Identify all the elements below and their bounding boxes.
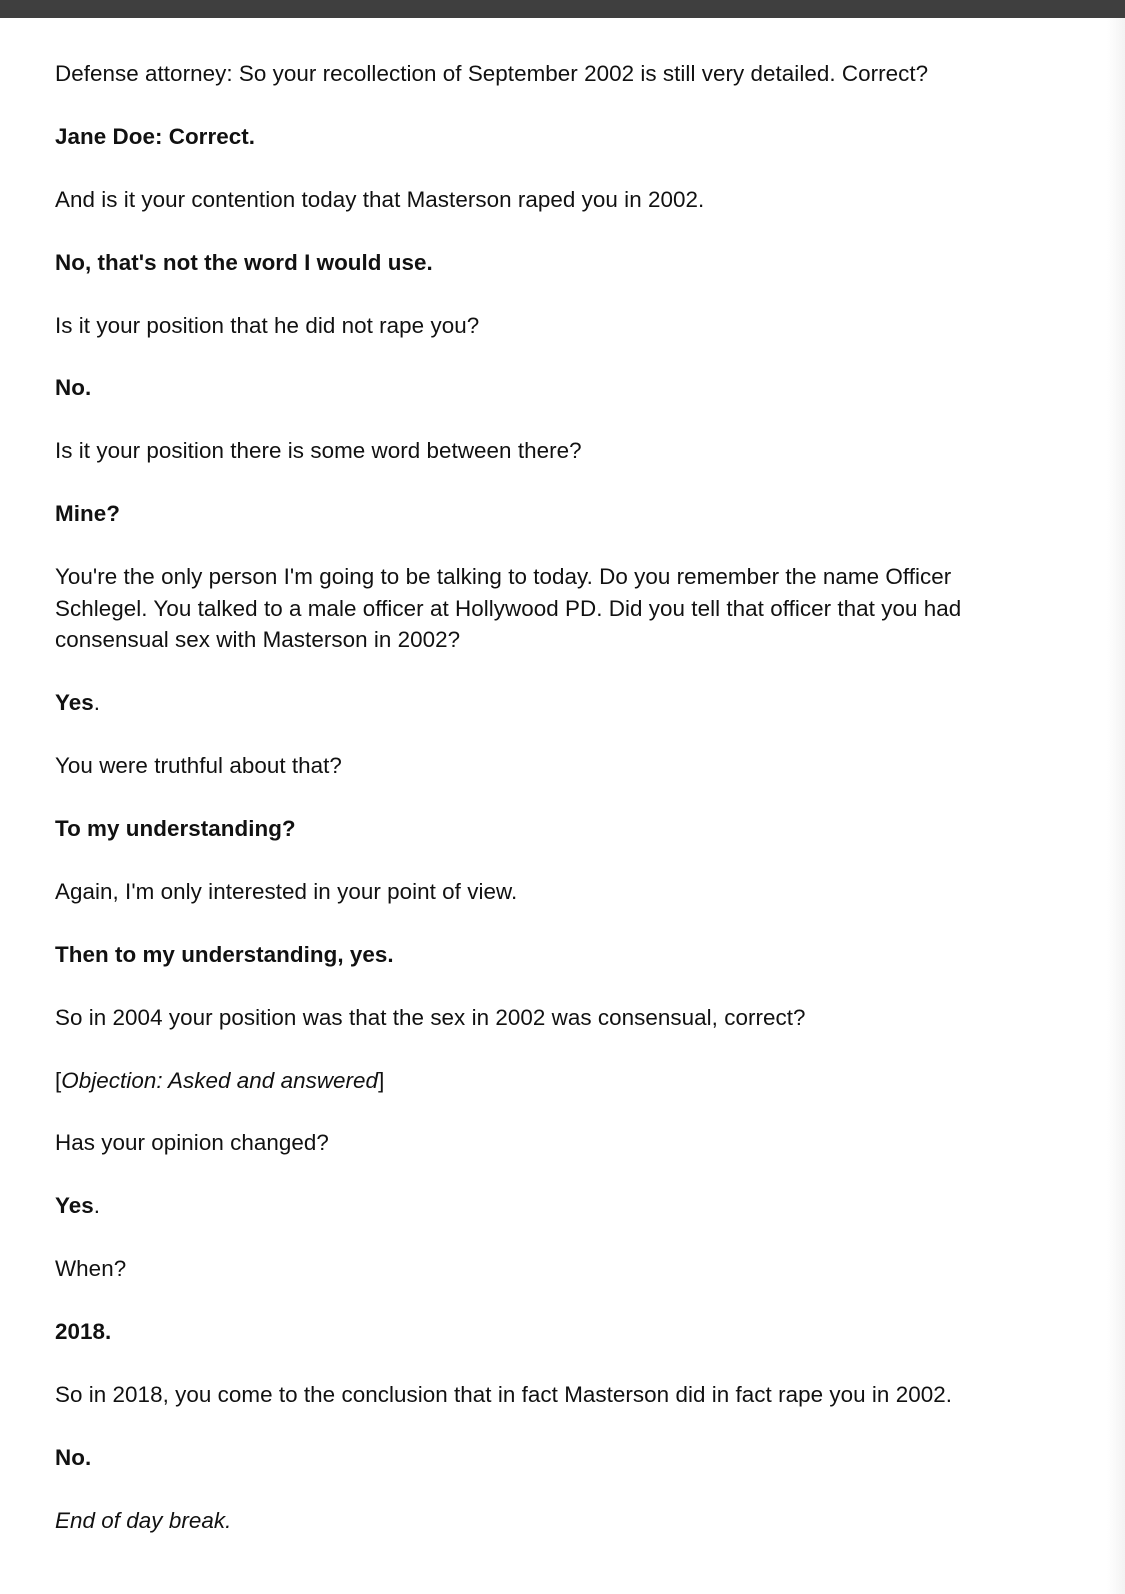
question-recollection: Defense attorney: So your recollection of September 2002 is still very detailed. Correct? <box>55 61 929 86</box>
answer-then-yes: Then to my understanding, yes. <box>55 941 394 967</box>
objection-text: Objection: Asked and answered <box>61 1067 379 1093</box>
objection-close-bracket: ] <box>378 1067 385 1093</box>
answer-to-my-understanding: To my understanding? <box>55 815 296 841</box>
answer-yes-2 <box>55 1190 1045 1222</box>
top-bar <box>0 0 1125 18</box>
answer-correct: Jane Doe: Correct. <box>55 123 255 149</box>
objection-note <box>55 1065 1045 1097</box>
question-2018-conclusion: So in 2018, you come to the conclusion that in fact Masterson did in fact rape you in 2002. <box>55 1382 952 1407</box>
question-officer-schlegel: You're the only person I'm going to be talking to today. Do you remember the name Officer Schlegel. You talked to a male officer at Hollywood PD. Did you tell that officer that you had consensual sex with Masterson in 2002? <box>55 564 962 653</box>
answer-2018: 2018. <box>55 1319 112 1345</box>
question-when: When? <box>55 1256 127 1282</box>
answer-yes-1-period: . <box>93 690 101 716</box>
question-truthful: You were truthful about that? <box>55 753 342 779</box>
objection-open-bracket: [ <box>55 1067 62 1093</box>
answer-yes-2-word: Yes <box>55 1193 94 1219</box>
answer-yes-1 <box>55 687 1045 719</box>
answer-mine: Mine? <box>55 501 120 527</box>
transcript <box>55 58 1045 1568</box>
end-of-day-break: End of day break. <box>55 1507 232 1533</box>
question-2004-consensual: So in 2004 your position was that the sex in 2002 was consensual, correct? <box>55 1004 806 1030</box>
answer-yes-1-word: Yes <box>55 690 94 716</box>
page-edge-shadow <box>1107 18 1125 1594</box>
question-did-not-rape: Is it your position that he did not rape you? <box>55 312 480 338</box>
question-contention: And is it your contention today that Masterson raped you in 2002. <box>55 186 705 212</box>
answer-not-the-word: No, that's not the word I would use. <box>55 249 433 275</box>
question-opinion-changed: Has your opinion changed? <box>55 1130 329 1156</box>
answer-yes-2-period: . <box>93 1193 101 1219</box>
question-word-between: Is it your position there is some word between there? <box>55 438 582 464</box>
answer-no-2: No. <box>55 1444 92 1470</box>
question-point-of-view: Again, I'm only interested in your point of view. <box>55 878 518 904</box>
answer-no-1: No. <box>55 375 92 401</box>
